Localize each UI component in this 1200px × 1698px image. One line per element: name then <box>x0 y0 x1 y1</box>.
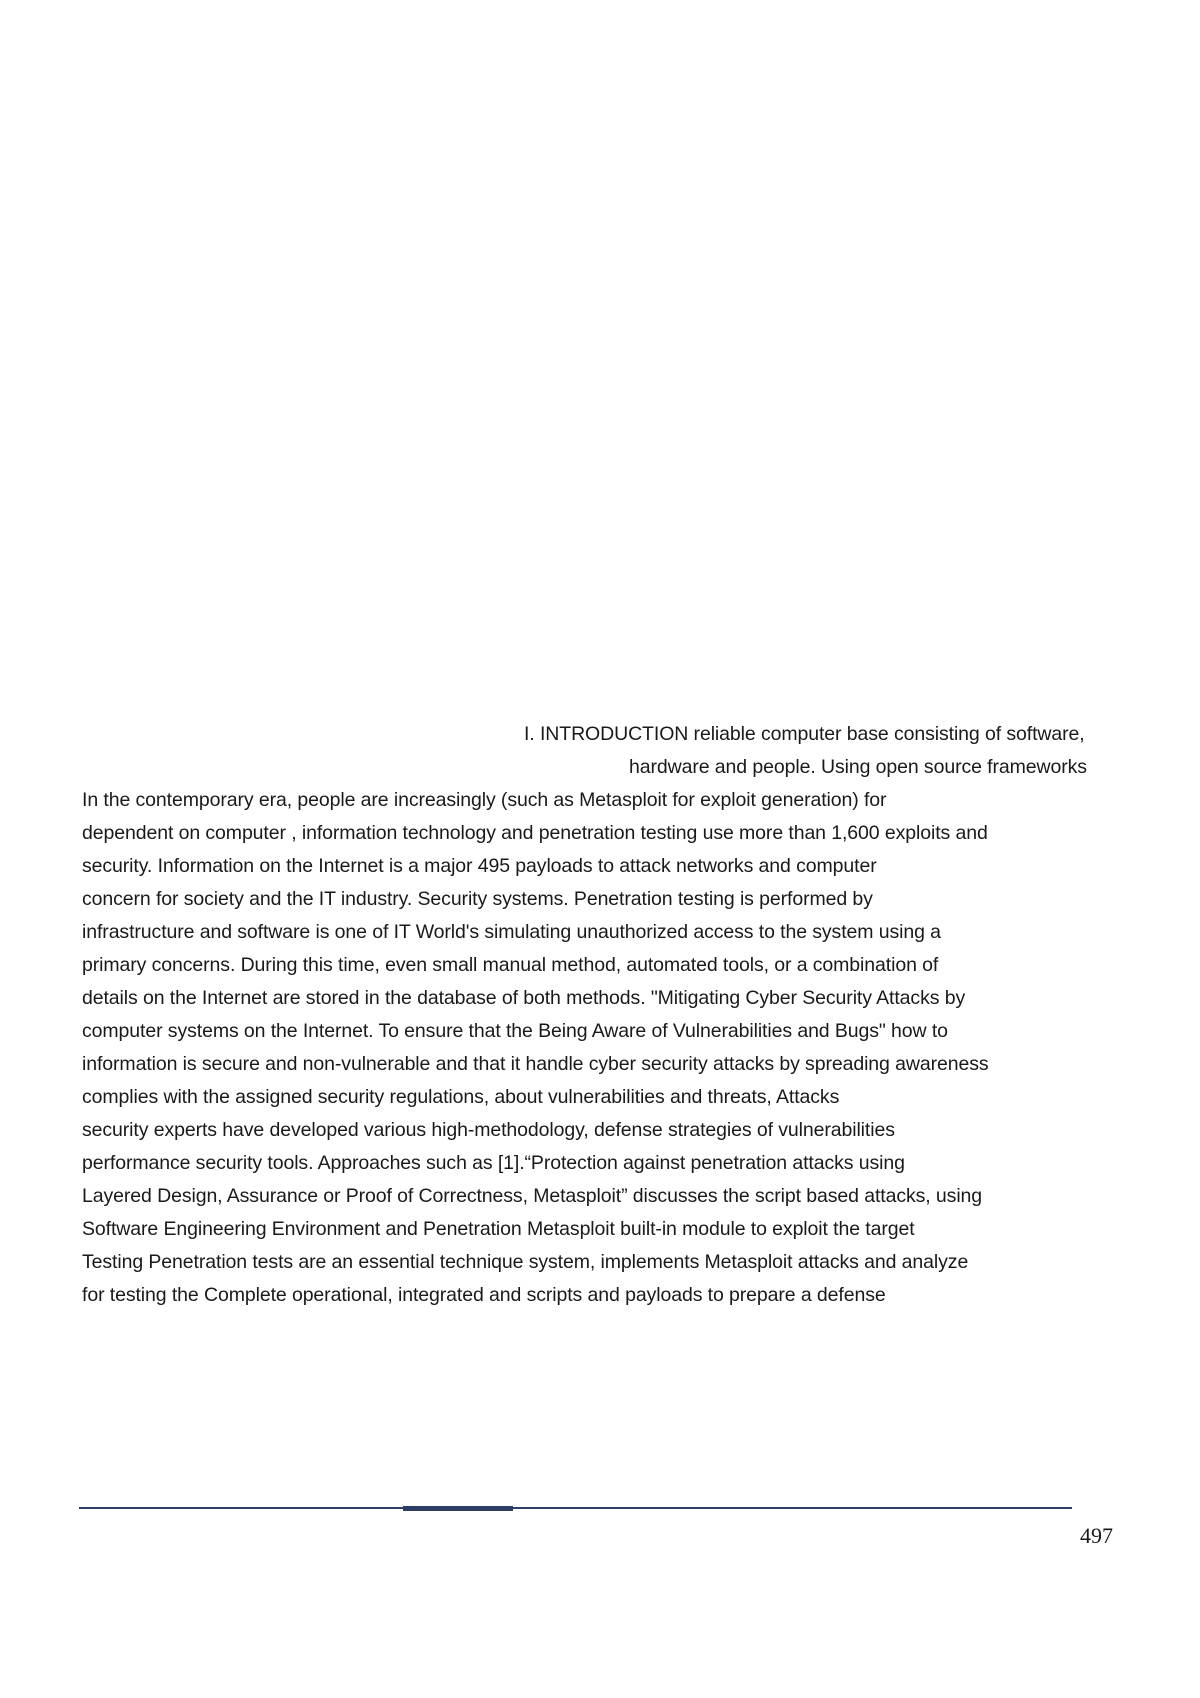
text-line: computer systems on the Internet. To ensure that the Being Aware of Vulnerabilities and Bugs" how to <box>82 1020 948 1042</box>
text-line: for testing the Complete operational, integrated and scripts and payloads to prepare a defense <box>82 1284 886 1306</box>
text-line: security. Information on the Internet is a major 495 payloads to attack networks and computer <box>82 855 877 877</box>
text-line: dependent on computer , information technology and penetration testing use more than 1,600 exploits and <box>82 822 988 844</box>
footer-divider-accent <box>403 1506 513 1511</box>
footer-divider <box>79 1507 1072 1509</box>
text-line-heading: I. INTRODUCTION reliable computer base consisting of software, <box>524 723 1085 745</box>
text-line: concern for society and the IT industry. Security systems. Penetration testing is performed by <box>82 888 873 910</box>
text-line: details on the Internet are stored in the database of both methods. "Mitigating Cyber Security Attacks by <box>82 987 966 1009</box>
text-line: complies with the assigned security regulations, about vulnerabilities and threats, Attacks <box>82 1086 840 1108</box>
text-line: hardware and people. Using open source frameworks <box>629 756 1087 778</box>
text-line: In the contemporary era, people are increasingly (such as Metasploit for exploit generation) for <box>82 789 887 811</box>
text-line: Layered Design, Assurance or Proof of Correctness, Metasploit” discusses the script based attacks, using <box>82 1185 983 1207</box>
text-line: infrastructure and software is one of IT World's simulating unauthorized access to the system using a <box>82 921 941 943</box>
text-line: security experts have developed various high-methodology, defense strategies of vulnerabilities <box>82 1119 895 1141</box>
text-line: Testing Penetration tests are an essential technique system, implements Metasploit attacks and analyze <box>82 1251 969 1273</box>
text-line: primary concerns. During this time, even small manual method, automated tools, or a combination of <box>82 954 939 976</box>
text-line: information is secure and non-vulnerable and that it handle cyber security attacks by spreading awareness <box>82 1053 989 1075</box>
text-line: Software Engineering Environment and Penetration Metasploit built-in module to exploit the target <box>82 1218 915 1240</box>
text-line: performance security tools. Approaches such as [1].“Protection against penetration attacks using <box>82 1152 905 1174</box>
page-number: 497 <box>1080 1523 1113 1548</box>
